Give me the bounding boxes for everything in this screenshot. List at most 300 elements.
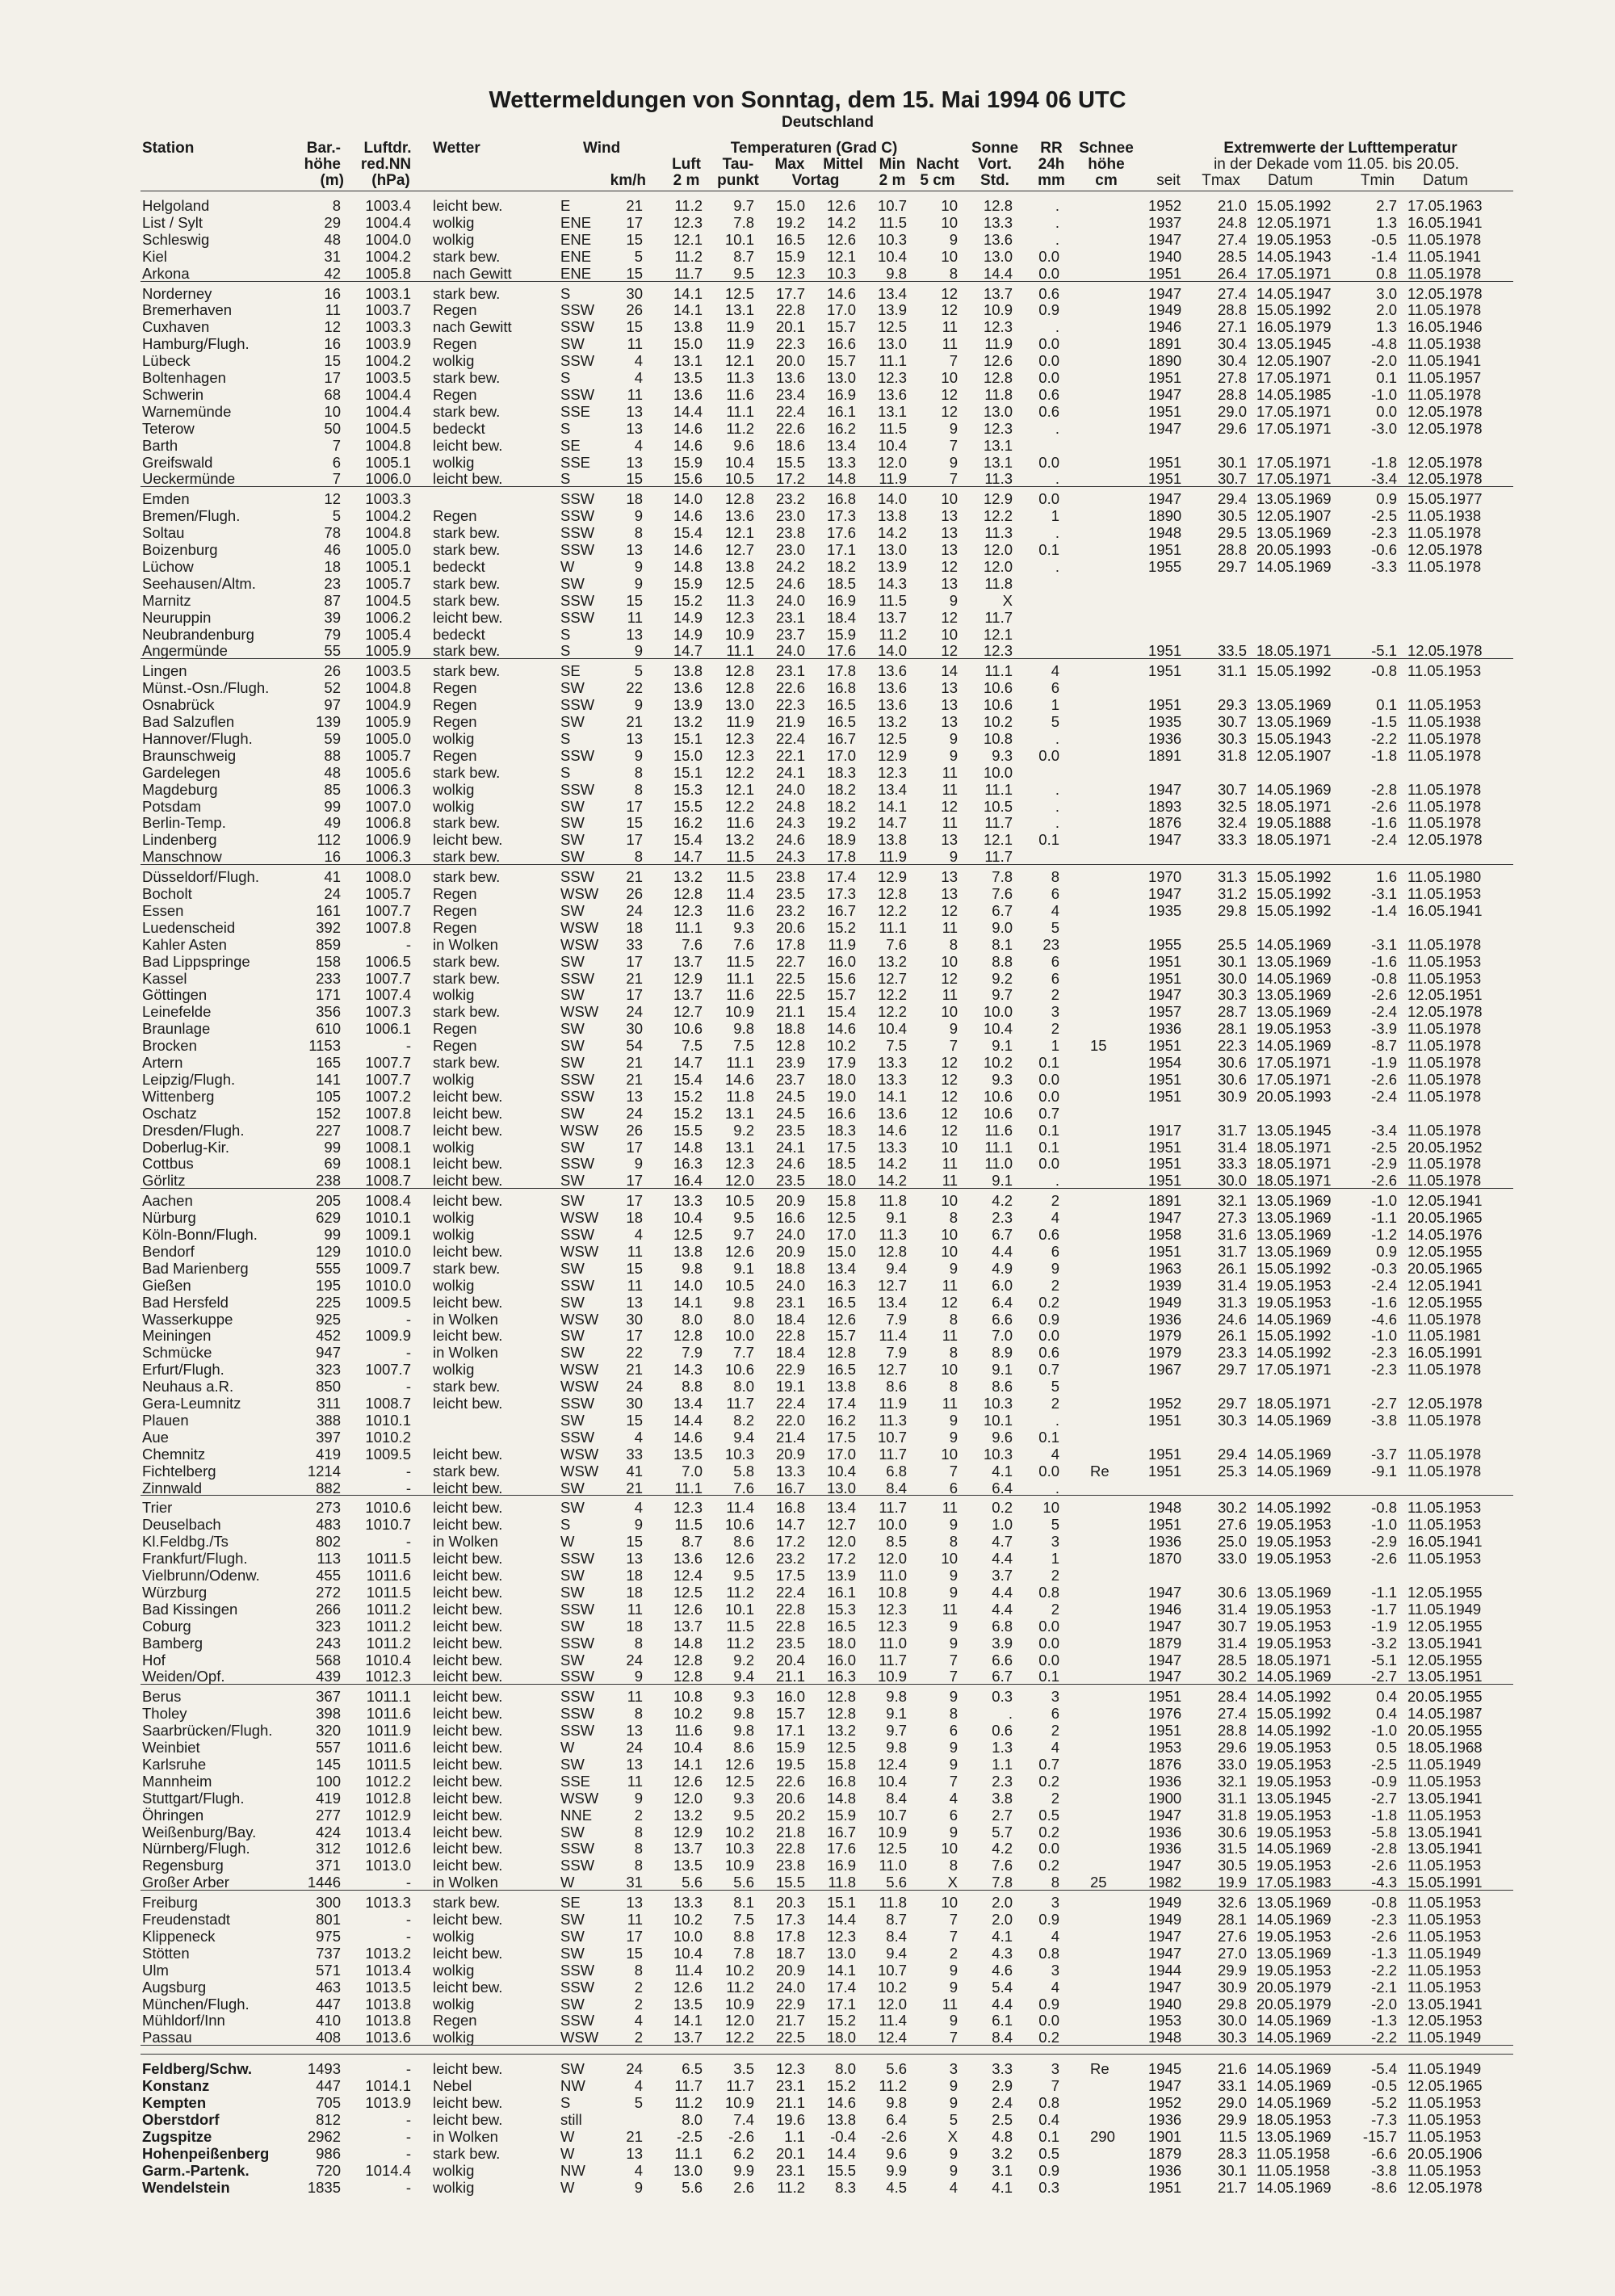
sunshine: 6.8: [992, 1617, 1013, 1635]
barometer-height: 29: [324, 213, 341, 231]
record-since: 1940: [1148, 247, 1182, 265]
min-temp-5cm: 9: [949, 1428, 958, 1446]
record-tmax-date: 19.05.1953: [1256, 1516, 1332, 1534]
station-name: List / Sylt: [142, 213, 203, 231]
record-since: 1951: [1148, 1172, 1182, 1190]
pressure: 1005.6: [365, 763, 411, 781]
min-temp-2m: 12.2: [877, 901, 907, 919]
weather: stark bew.: [433, 1894, 501, 1912]
record-since: 1963: [1148, 1259, 1182, 1277]
record-tmax-date: 14.05.1992: [1256, 1722, 1332, 1740]
sunshine: 2.4: [992, 2094, 1013, 2111]
pressure: 1007.7: [365, 969, 411, 987]
precipitation: 8: [1051, 868, 1059, 886]
record-since: 1947: [1148, 1668, 1182, 1685]
station-name: Seehausen/Altm.: [142, 574, 256, 592]
barometer-height: 447: [316, 1995, 341, 2013]
record-tmin-date: 11.05.1957: [1407, 369, 1482, 386]
mean-temp: 14.8: [826, 470, 856, 488]
air-temp: 15.3: [673, 780, 703, 798]
precipitation: 2: [1051, 1600, 1059, 1618]
weather: leicht bew.: [433, 1499, 503, 1517]
wind-direction: W: [560, 2144, 575, 2162]
barometer-height: 99: [324, 797, 341, 815]
table-row: [0, 2029, 1615, 2046]
wind-speed: 30: [626, 1395, 643, 1412]
min-temp-2m: 14.6: [877, 1121, 907, 1139]
sunshine: 13.0: [983, 402, 1013, 420]
table-row: [0, 662, 1615, 679]
station-name: Hamburg/Flugh.: [142, 335, 250, 353]
dew-point: 10.5: [724, 1192, 754, 1210]
mean-temp: 13.3: [826, 453, 856, 471]
sunshine: 4.4: [992, 1550, 1013, 1568]
max-temp: 24.0: [775, 1226, 805, 1243]
barometer-height: 629: [316, 1209, 341, 1227]
barometer-height: 31: [324, 247, 341, 265]
air-temp: 8.8: [682, 1378, 703, 1396]
wind-speed: 15: [626, 1944, 643, 1962]
record-tmax-date: 19.05.1953: [1256, 230, 1332, 248]
precipitation: .: [1055, 814, 1059, 832]
snow-depth: Re: [1090, 2060, 1110, 2078]
precipitation: 0.1: [1038, 1668, 1059, 1685]
dew-point: 7.6: [733, 1479, 754, 1496]
station-name: Bad Marienberg: [142, 1259, 249, 1277]
table-row: [0, 420, 1615, 437]
wind-direction: WSW: [560, 1445, 599, 1463]
precipitation: 7: [1051, 2077, 1059, 2095]
mean-temp: 12.6: [826, 1310, 856, 1328]
weather: Regen: [433, 2012, 477, 2029]
pressure: 1011.5: [366, 1550, 411, 1568]
pressure: 1005.9: [365, 713, 411, 730]
record-tmax-date: 12.05.1971: [1256, 213, 1332, 231]
min-temp-5cm: 12: [941, 557, 958, 575]
sunshine: 12.0: [983, 541, 1013, 558]
dew-point: 11.9: [726, 335, 754, 353]
sunshine: 6.7: [992, 1226, 1013, 1243]
mean-temp: 14.6: [826, 2094, 856, 2111]
barometer-height: 925: [316, 1310, 341, 1328]
sunshine: 7.0: [992, 1327, 1013, 1345]
wind-direction: WSW: [560, 1378, 599, 1396]
wind-speed: 15: [626, 318, 643, 336]
precipitation: 0.6: [1038, 1226, 1059, 1243]
record-since: 1951: [1148, 952, 1182, 970]
max-temp: 15.7: [775, 1705, 805, 1723]
air-temp: 7.5: [682, 1037, 703, 1055]
wind-speed: 9: [634, 642, 643, 660]
air-temp: 14.0: [673, 490, 703, 508]
min-temp-5cm: 10: [941, 213, 958, 231]
min-temp-2m: 12.5: [877, 729, 907, 747]
record-tmin-date: 11.05.1978: [1407, 264, 1482, 282]
record-tmin: -1.9: [1371, 1617, 1397, 1635]
precipitation: 0.2: [1038, 1772, 1059, 1790]
precipitation: 0.1: [1038, 831, 1059, 849]
max-temp: 24.0: [775, 1978, 805, 1996]
page-title: Wettermeldungen von Sonntag, dem 15. Mai 1994 06 UTC: [489, 87, 1126, 113]
barometer-height: 356: [316, 1003, 341, 1021]
record-since: 1936: [1148, 1772, 1182, 1790]
sunshine: 4.4: [992, 1242, 1013, 1260]
wind-speed: 4: [634, 436, 643, 454]
col-nacht-2: 5 cm: [920, 172, 955, 189]
precipitation: 6: [1051, 969, 1059, 987]
station-name: Wendelstein: [142, 2178, 230, 2196]
min-temp-2m: 10.9: [877, 1823, 907, 1841]
dew-point: 11.4: [726, 1499, 754, 1517]
col-max: Max: [774, 156, 805, 173]
record-tmin-date: 15.05.1977: [1407, 490, 1483, 508]
precipitation: 10: [1042, 1499, 1059, 1517]
precipitation: 0.8: [1038, 1583, 1059, 1601]
air-temp: 15.4: [673, 1070, 703, 1088]
record-tmax: 27.3: [1217, 1209, 1247, 1227]
min-temp-5cm: 5: [949, 2110, 958, 2128]
sunshine: 12.8: [983, 197, 1013, 214]
record-tmin: -2.9: [1371, 1155, 1397, 1173]
station-name: Großer Arber: [142, 1874, 229, 1891]
record-tmax-date: 18.05.1971: [1256, 831, 1332, 849]
min-temp-5cm: 4: [949, 1789, 958, 1807]
record-tmin-date: 11.05.1953: [1407, 696, 1482, 714]
station-name: Schleswig: [142, 230, 210, 248]
pressure: -: [405, 2144, 411, 2162]
record-tmax-date: 19.05.1953: [1256, 1550, 1332, 1568]
record-since: 1891: [1148, 335, 1182, 353]
dew-point: 9.7: [733, 1226, 754, 1243]
sunshine: 4.6: [992, 1961, 1013, 1979]
record-tmax-date: 17.05.1983: [1256, 1874, 1332, 1891]
pressure: 1007.7: [365, 1070, 411, 1088]
max-temp: 24.0: [775, 591, 805, 609]
col-tmin: Tmin: [1360, 172, 1395, 189]
record-tmin: -2.3: [1371, 1361, 1397, 1379]
air-temp: 14.8: [673, 557, 703, 575]
air-temp: 7.0: [682, 1462, 703, 1480]
min-temp-2m: 9.7: [886, 1722, 907, 1740]
record-tmin: -5.1: [1371, 642, 1397, 660]
min-temp-5cm: 8: [949, 1533, 958, 1551]
sunshine: 12.6: [983, 352, 1013, 370]
wind-direction: SE: [560, 436, 581, 454]
max-temp: 22.8: [775, 1617, 805, 1635]
dew-point: 13.8: [724, 557, 754, 575]
station-name: Regensburg: [142, 1857, 224, 1874]
record-tmin: -3.7: [1371, 1445, 1397, 1463]
table-row: [0, 524, 1615, 541]
min-temp-2m: 13.6: [877, 385, 907, 403]
weather: leicht bew.: [433, 436, 503, 454]
min-temp-2m: 12.2: [877, 986, 907, 1004]
precipitation: 8: [1051, 1874, 1059, 1891]
record-tmin-date: 11.05.1978: [1407, 1445, 1482, 1463]
table-row: [0, 2094, 1615, 2111]
wind-direction: ENE: [560, 230, 592, 248]
dew-point: 11.9: [726, 713, 754, 730]
record-tmin: -3.4: [1371, 470, 1397, 488]
record-tmax-date: 19.05.1953: [1256, 1755, 1332, 1773]
wind-speed: 11: [627, 1276, 643, 1294]
record-tmax: 30.0: [1217, 2012, 1247, 2029]
record-tmax: 32.4: [1217, 814, 1247, 832]
precipitation: .: [1055, 557, 1059, 575]
col-min: Min: [879, 156, 906, 173]
record-tmin-date: 11.05.1978: [1407, 557, 1482, 575]
station-name: Gießen: [142, 1276, 191, 1294]
pressure: 1004.2: [365, 507, 411, 525]
min-temp-2m: 9.8: [886, 1739, 907, 1756]
record-tmax-date: 19.05.1953: [1256, 1927, 1332, 1945]
pressure: 1004.8: [365, 524, 411, 542]
sunshine: 2.5: [992, 2110, 1013, 2128]
record-since: 1951: [1148, 2178, 1182, 2196]
min-temp-2m: 9.6: [886, 2144, 907, 2162]
station-name: Kassel: [142, 969, 187, 987]
table-row: [0, 2145, 1615, 2162]
table-row: [0, 1311, 1615, 1328]
wind-direction: SSW: [560, 1276, 595, 1294]
table-row: [0, 2179, 1615, 2196]
record-tmax: 30.7: [1217, 1617, 1247, 1635]
min-temp-2m: 11.1: [879, 918, 907, 936]
barometer-height: 452: [316, 1327, 341, 1345]
record-tmin: -15.7: [1362, 2127, 1397, 2145]
precipitation: 0.6: [1038, 284, 1059, 302]
weather: stark bew.: [433, 814, 501, 832]
mean-temp: 17.0: [826, 1226, 856, 1243]
wind-speed: 24: [626, 901, 643, 919]
weather: leicht bew.: [433, 1087, 503, 1105]
col-tmax: Tmax: [1202, 172, 1240, 189]
weather: leicht bew.: [433, 608, 503, 626]
min-temp-5cm: 14: [941, 662, 958, 680]
wind-direction: SSW: [560, 1087, 595, 1105]
wind-speed: 9: [634, 507, 643, 525]
barometer-height: 88: [324, 746, 341, 764]
air-temp: 13.7: [673, 952, 703, 970]
col-wind: Wind: [583, 140, 621, 157]
wind-direction: SSW: [560, 868, 595, 886]
record-tmax: 27.4: [1217, 230, 1247, 248]
record-tmax-date: 15.05.1992: [1256, 901, 1332, 919]
min-temp-2m: 11.5: [879, 213, 907, 231]
record-tmax-date: 19.05.1953: [1256, 1806, 1332, 1824]
precipitation: 0.9: [1038, 301, 1059, 319]
min-temp-5cm: 13: [941, 541, 958, 558]
min-temp-2m: 8.4: [886, 1789, 907, 1807]
min-temp-5cm: 11: [942, 814, 958, 832]
min-temp-2m: 13.2: [877, 952, 907, 970]
record-tmax-date: 14.05.1943: [1256, 247, 1332, 265]
record-tmax-date: 14.05.1992: [1256, 1499, 1332, 1517]
record-tmax-date: 17.05.1971: [1256, 1054, 1332, 1071]
air-temp: 15.0: [673, 335, 703, 353]
record-tmin-date: 12.05.1955: [1407, 1651, 1483, 1668]
min-temp-5cm: 13: [941, 696, 958, 714]
min-temp-5cm: 10: [941, 1226, 958, 1243]
record-tmax: 30.4: [1217, 352, 1247, 370]
weather: stark bew.: [433, 1054, 501, 1071]
record-tmax-date: 15.05.1992: [1256, 1705, 1332, 1723]
record-tmax: 29.0: [1217, 2094, 1247, 2111]
air-temp: 11.6: [674, 1722, 703, 1740]
record-tmax-date: 14.05.1969: [1256, 2077, 1332, 2095]
sunshine: 9.3: [992, 1070, 1013, 1088]
table-row: [0, 764, 1615, 781]
max-temp: 22.3: [775, 696, 805, 714]
table-row: [0, 1894, 1615, 1911]
record-since: 1946: [1148, 1600, 1182, 1618]
wind-speed: 15: [626, 591, 643, 609]
wind-speed: 2: [634, 1806, 643, 1824]
record-tmax-date: 13.05.1969: [1256, 1226, 1332, 1243]
table-row: [0, 730, 1615, 747]
wind-speed: 8: [634, 763, 643, 781]
weather: leicht bew.: [433, 1583, 503, 1601]
barometer-height: 12: [324, 490, 341, 508]
barometer-height: 141: [316, 1070, 341, 1088]
record-tmin-date: 11.05.1978: [1407, 1037, 1482, 1055]
table-row: [0, 848, 1615, 865]
max-temp: 21.9: [775, 713, 805, 730]
pressure: 1009.9: [365, 1327, 411, 1345]
precipitation: 4: [1051, 1927, 1059, 1945]
air-temp: 14.1: [673, 1755, 703, 1773]
precipitation: .: [1055, 230, 1059, 248]
wind-speed: 5: [634, 247, 643, 265]
record-tmin: -0.3: [1371, 1259, 1397, 1277]
record-tmax: 33.1: [1217, 2077, 1247, 2095]
sunshine: 11.3: [984, 470, 1013, 488]
mean-temp: 16.7: [826, 729, 856, 747]
dew-point: 11.2: [726, 419, 754, 437]
record-tmax: 33.0: [1217, 1755, 1247, 1773]
record-tmin-date: 11.05.1978: [1407, 301, 1482, 319]
wind-direction: SW: [560, 901, 585, 919]
col-luft-2: 2 m: [673, 172, 700, 189]
sunshine: 13.6: [983, 230, 1013, 248]
barometer-height: 419: [316, 1445, 341, 1463]
wind-direction: SW: [560, 1911, 585, 1928]
air-temp: 14.7: [673, 642, 703, 660]
table-row: [0, 1756, 1615, 1773]
mean-temp: 17.5: [826, 1428, 856, 1446]
record-tmin-date: 11.05.1978: [1407, 1054, 1482, 1071]
max-temp: 22.9: [775, 1361, 805, 1379]
pressure: 1004.2: [365, 247, 411, 265]
sunshine: 12.3: [983, 419, 1013, 437]
record-tmax: 30.7: [1217, 713, 1247, 730]
record-tmax: 28.7: [1217, 1003, 1247, 1021]
table-row: [0, 2012, 1615, 2029]
record-tmax: 22.3: [1217, 1037, 1247, 1055]
min-temp-5cm: 8: [949, 935, 958, 953]
station-name: Dresden/Flugh.: [142, 1121, 245, 1139]
record-tmin-date: 13.05.1941: [1407, 1789, 1483, 1807]
record-tmin: -0.8: [1371, 1894, 1397, 1912]
air-temp: 16.4: [673, 1172, 703, 1190]
wind-direction: SSW: [560, 746, 595, 764]
station-name: Soltau: [142, 524, 185, 542]
station-name: Klippeneck: [142, 1927, 216, 1945]
barometer-height: 97: [324, 696, 341, 714]
table-row: [0, 1584, 1615, 1601]
air-temp: 15.5: [673, 1121, 703, 1139]
table-row: [0, 265, 1615, 282]
barometer-height: 233: [316, 969, 341, 987]
precipitation: 6: [1051, 885, 1059, 902]
barometer-height: 48: [324, 230, 341, 248]
wind-direction: SW: [560, 1995, 585, 2013]
precipitation: .: [1055, 318, 1059, 336]
dew-point: 12.2: [724, 2029, 754, 2046]
table-row: [0, 454, 1615, 471]
record-tmax-date: 19.05.1953: [1256, 1857, 1332, 1874]
min-temp-2m: 13.4: [877, 284, 907, 302]
record-tmin: -0.6: [1371, 541, 1397, 558]
station-name: Neubrandenburg: [142, 625, 254, 643]
record-tmax-date: 19.05.1953: [1256, 1293, 1332, 1311]
dew-point: 12.6: [724, 1550, 754, 1568]
pressure: 1005.8: [365, 264, 411, 282]
station-name: Düsseldorf/Flugh.: [142, 868, 259, 886]
precipitation: 0.8: [1038, 1944, 1059, 1962]
pressure: -: [405, 935, 411, 953]
precipitation: 0.1: [1038, 2127, 1059, 2145]
record-tmax-date: 14.05.1969: [1256, 935, 1332, 953]
wind-direction: S: [560, 763, 571, 781]
wind-direction: SSW: [560, 591, 595, 609]
min-temp-2m: 11.4: [879, 2012, 907, 2029]
wind-direction: W: [560, 2178, 575, 2196]
record-tmin: -1.8: [1371, 453, 1397, 471]
min-temp-2m: 13.3: [877, 1138, 907, 1156]
record-tmin: -2.7: [1371, 1668, 1397, 1685]
record-tmax: 29.9: [1217, 1961, 1247, 1979]
wind-speed: 24: [626, 1651, 643, 1668]
weather: in Wolken: [433, 1533, 498, 1551]
barometer-height: 12: [324, 318, 341, 336]
table-row: [0, 953, 1615, 970]
weather: Regen: [433, 696, 477, 714]
pressure: 1010.0: [365, 1276, 411, 1294]
record-since: 1982: [1148, 1874, 1182, 1891]
mean-temp: 15.7: [826, 318, 856, 336]
table-row: [0, 575, 1615, 592]
table-row: [0, 1652, 1615, 1668]
station-name: Bad Lippspringe: [142, 952, 250, 970]
sunshine: 4.2: [992, 1192, 1013, 1210]
max-temp: 17.8: [775, 1927, 805, 1945]
dew-point: 10.9: [724, 625, 754, 643]
record-tmax: 30.6: [1217, 1070, 1247, 1088]
dew-point: 12.2: [724, 797, 754, 815]
precipitation: 0.0: [1038, 369, 1059, 386]
wind-speed: 54: [626, 1037, 643, 1055]
barometer-height: 99: [324, 1138, 341, 1156]
record-tmax-date: 14.05.1985: [1256, 385, 1332, 403]
air-temp: 14.0: [673, 1276, 703, 1294]
weather: leicht bew.: [433, 1172, 503, 1190]
record-tmin: -2.7: [1371, 1395, 1397, 1412]
air-temp: 16.3: [673, 1155, 703, 1173]
barometer-height: 24: [324, 885, 341, 902]
record-tmax-date: 18.05.1953: [1256, 2110, 1332, 2128]
precipitation: 1: [1051, 507, 1059, 525]
